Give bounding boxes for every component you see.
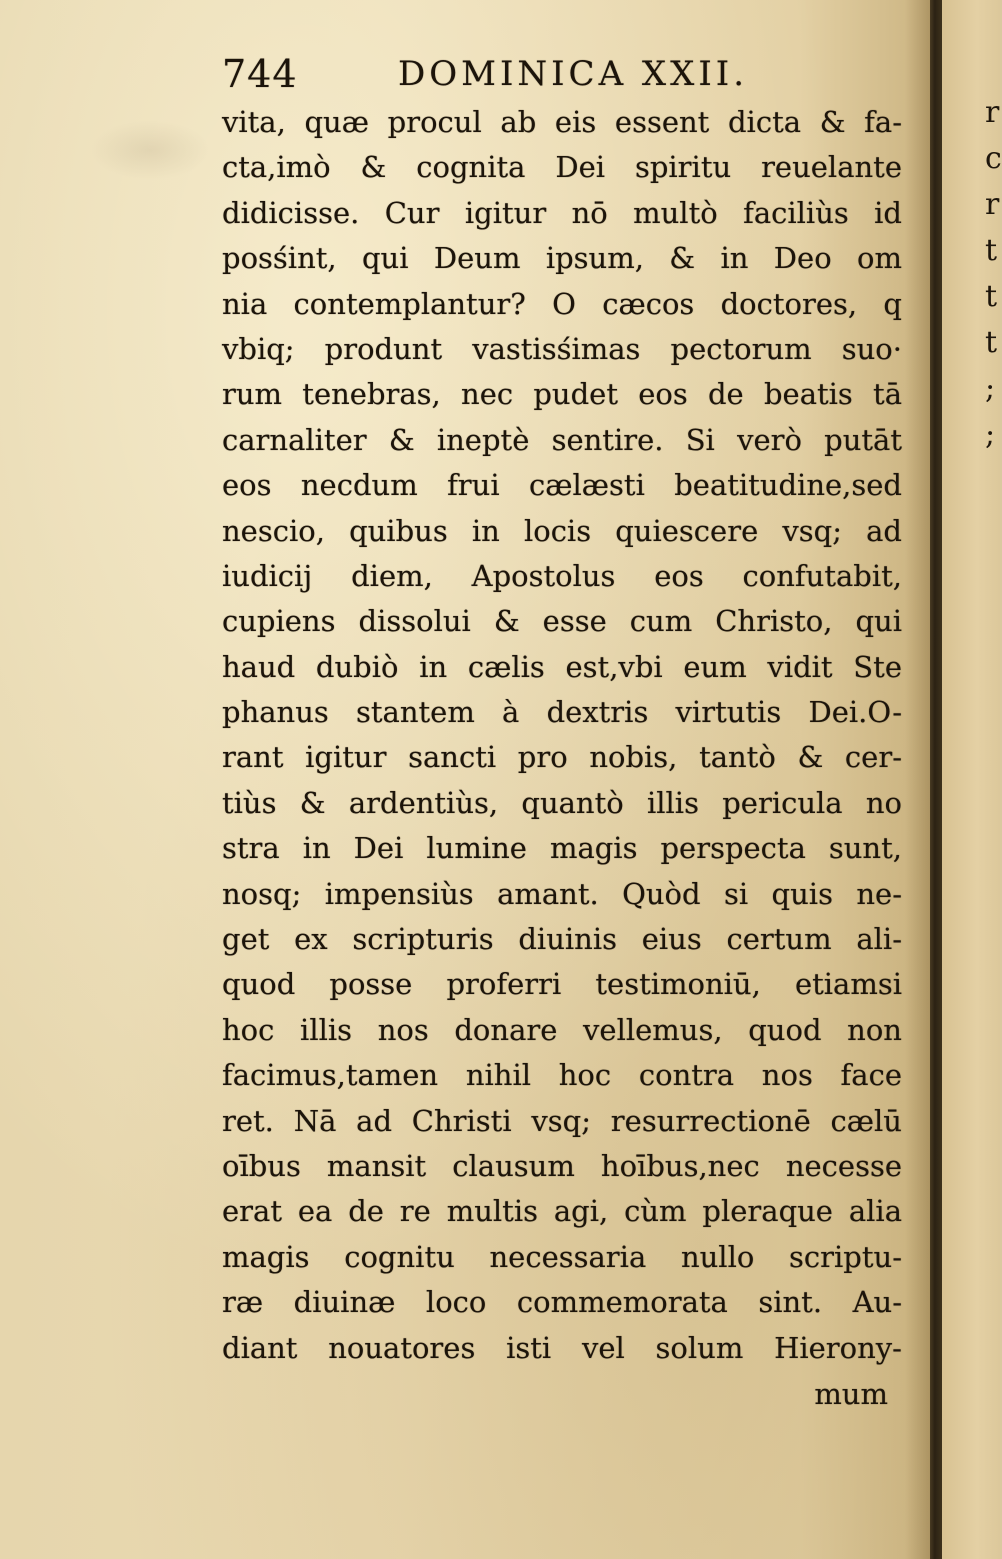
text-line: vbiq; produnt vastisśimas pectorum suo· bbox=[222, 331, 902, 366]
text-line: cupiens dissolui & esse cum Christo, qui bbox=[222, 604, 902, 639]
text-line: rum tenebras, nec pudet eos de beatis tā bbox=[222, 377, 902, 412]
facing-page-letter: r bbox=[985, 187, 1000, 222]
text-line: quod posse proferri testimoniū, etiamsi bbox=[222, 967, 902, 1002]
text-line: didicisse. Cur igitur nō multò faciliùs id bbox=[222, 195, 902, 230]
facing-page-letter: ; bbox=[985, 417, 996, 452]
facing-page-letter: t bbox=[985, 279, 998, 314]
text-line: diant nouatores isti vel solum Hierony- bbox=[222, 1330, 902, 1365]
text-line: phanus stantem à dextris virtutis Dei.O- bbox=[222, 695, 902, 730]
text-line: oībus mansit clausum hoībus,nec necesse bbox=[222, 1148, 902, 1183]
text-line: carnaliter & ineptè sentire. Si verò putāt bbox=[222, 422, 902, 457]
facing-page-letter: t bbox=[985, 325, 998, 360]
text-line: tiùs & ardentiùs, quantò illis pericula no bbox=[222, 785, 902, 820]
text-line: vita, quæ procul ab eis essent dicta & fa- bbox=[222, 105, 902, 139]
catchword: mum bbox=[814, 1376, 888, 1411]
facing-page-letter: r bbox=[985, 95, 1000, 130]
text-line: get ex scripturis diuinis eius certum ali- bbox=[222, 922, 902, 957]
gutter-shadow bbox=[905, 0, 930, 1559]
text-line: ræ diuinæ loco commemorata sint. Au- bbox=[222, 1285, 902, 1320]
text-line: eos necdum frui cælæsti beatitudine,sed bbox=[222, 468, 902, 503]
facing-page-letter: ; bbox=[985, 371, 996, 406]
text-line: stra in Dei lumine magis perspecta sunt, bbox=[222, 831, 902, 866]
text-line: nescio, quibus in locis quiescere vsq; ad bbox=[222, 513, 902, 548]
page-header bbox=[222, 48, 902, 100]
facing-page-letter: t bbox=[985, 233, 998, 268]
text-line: haud dubiò in cælis est,vbi eum vidit Ste bbox=[222, 649, 902, 684]
text-line: facimus,tamen nihil hoc contra nos face bbox=[222, 1058, 902, 1093]
page-number: 744 bbox=[222, 52, 298, 96]
running-head: DOMINICA XXII. bbox=[398, 54, 749, 94]
text-line: magis cognitu necessaria nullo scriptu- bbox=[222, 1239, 902, 1274]
text-line: cta,imò & cognita Dei spiritu reuelante bbox=[222, 150, 902, 185]
ink-bleed-stain bbox=[90, 120, 210, 180]
text-line: posśint, qui Deum ipsum, & in Deo om bbox=[222, 241, 902, 276]
text-line: hoc illis nos donare vellemus, quod non bbox=[222, 1012, 902, 1047]
page-edge bbox=[930, 0, 942, 1559]
page-text-block bbox=[222, 48, 902, 1417]
text-line: erat ea de re multis agi, cùm pleraque alia bbox=[222, 1194, 902, 1229]
text-line: ret. Nā ad Christi vsq; resurrectionē cælū bbox=[222, 1103, 902, 1138]
facing-page-text-fragments bbox=[985, 90, 1002, 458]
body-text bbox=[222, 100, 902, 1371]
text-line: nosq; impensiùs amant. Quòd si quis ne- bbox=[222, 876, 902, 911]
facing-page-letter: c bbox=[985, 141, 1002, 176]
text-line: iudicij diem, Apostolus eos confutabit, bbox=[222, 558, 902, 593]
text-line: nia contemplantur? O cæcos doctores, q bbox=[222, 286, 902, 321]
text-line: rant igitur sancti pro nobis, tantò & cer- bbox=[222, 740, 902, 775]
